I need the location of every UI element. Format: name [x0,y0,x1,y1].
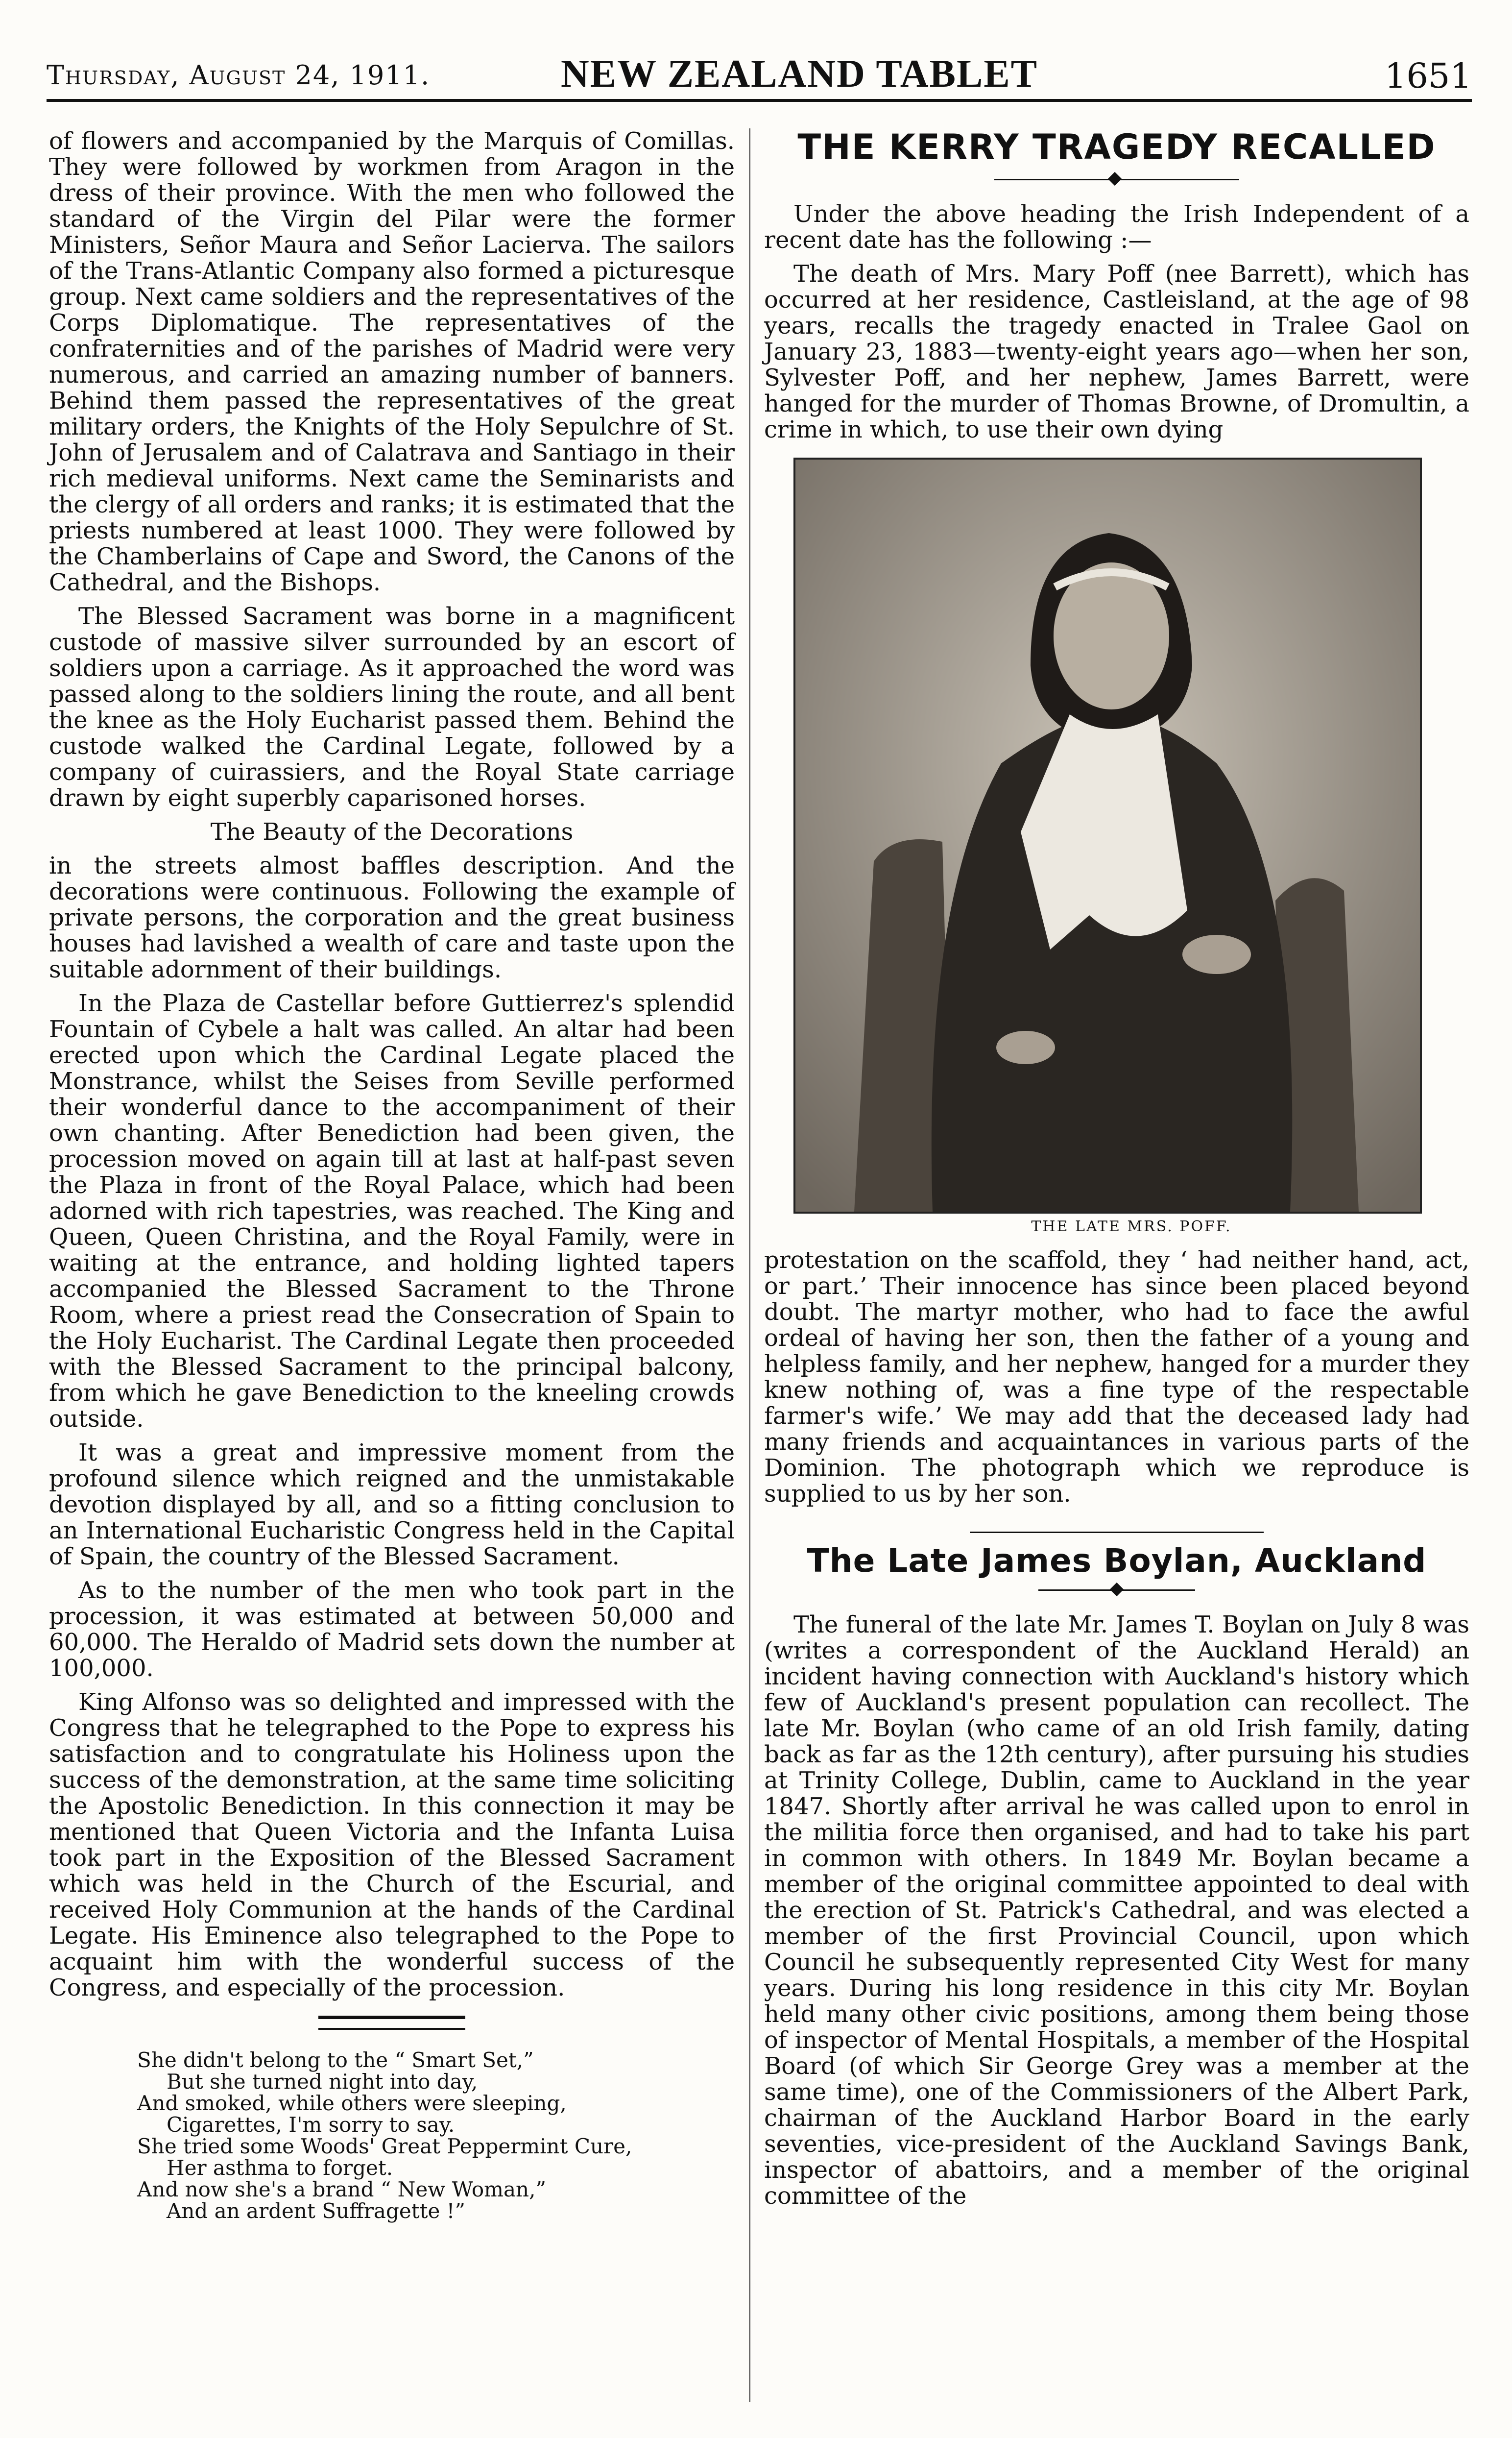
column-divider [749,128,750,2402]
article-paragraph: in the streets almost baffles description. And the decorations were continuous. Following the example of private persons, the corporation and the great business houses had lavished a wealth of care and taste upon the suitable adornment of their buildings. [49,852,735,983]
article-paragraph: of flowers and accompanied by the Marquis of Comillas. They were followed by workmen from Aragon in the dress of their province. With the men who followed the standard of the Virgin del Pilar were the former Ministers, Señor Maura and Señor Lacierva. The sailors of the Trans-Atlantic Company also formed a picturesque group. Next came soldiers and the representatives of the Corps Diplomatique. The representatives of the confraternities and of the parishes of Madrid were very numerous, and carried an amazing number of banners. Behind them passed the representatives of the great military orders, the Knights of the Holy Sepulchre of St. John of Jerusalem and of Calatrava and Santiago in their rich medieval uniforms. Next came the Seminarists and the clergy of all orders and ranks; it is estimated that the priests numbered at least 1000. They were followed by the Chamberlains of Cape and Sword, the Canons of the Cathedral, and the Bishops. [49,127,735,596]
section-rule [970,1532,1264,1533]
article-paragraph: protestation on the scaffold, they ‘ had neither hand, act, or part.’ Their innocence has since been placed beyond doubt. The martyr mother, who had to face the awful ordeal of having her son, then the father of a young and helpless family, and her nephew, hanged for a murder they knew nothing of, was a fine type of the respectable farmer's wife.’ We may add that the deceased lady had many friends and acquaintances in various parts of the Dominion. The photograph which we reproduce is supplied to us by her son. [764,1246,1469,1508]
verse-line: And smoked, while others were sleeping, [137,2091,567,2115]
article-paragraph: Under the above heading the Irish Independent of a recent date has the following :— [764,200,1469,254]
verse-line: Her asthma to forget. [167,2156,393,2180]
left-column [49,128,735,2222]
photo-caption: THE LATE MRS. POFF. [1031,1218,1232,1235]
section-divider [318,2016,465,2030]
article-paragraph: It was a great and impressive moment from the profound silence which reigned and the unmistakable devotion displayed by all, and so a fitting conclusion to an International Eucharistic Congress held in the Capital of Spain, the country of the Blessed Sacrament. [49,1439,735,1570]
running-head [47,49,1472,103]
portrait-photo [793,458,1422,1214]
verse-line: But she turned night into day, [167,2070,478,2094]
article-paragraph: The funeral of the late Mr. James T. Boylan on July 8 was (writes a correspondent of the Auckland Herald) an incident having connection with Auckland's history which few of Auckland's present population can recollect. The late Mr. Boylan (who came of an old Irish family, dating back as far as the 12th century), after pursuing his studies at Trinity College, Dublin, came to Auckland in the year 1847. Shortly after arrival he was called upon to enrol in the militia force then organised, and had to take his part in common with others. In 1849 Mr. Boylan became a member of the original committee appointed to deal with the erection of St. Patrick's Cathedral, and was elected a member of the first Provincial Council, upon which Council he subsequently represented City West for many years. During his long residence in this city Mr. Boylan held many other civic positions, among them being those of inspector of Mental Hospitals, a member of the Hospital Board (of which Sir George Grey was a member at the same time), one of the Commissioners of the Albert Park, chairman of the Auckland Harbor Board in the early seventies, vice-president of the Auckland Savings Bank, inspector of abattoirs, and a member of the original committee of the [764,1611,1469,2210]
right-column [764,128,1469,2217]
ornament-divider [994,172,1239,187]
issue-date: Thursday, August 24, 1911. [47,60,431,91]
article-paragraph: The death of Mrs. Mary Poff (nee Barrett), which has occurred at her residence, Castleisland, at the age of 98 years, recalls the tragedy enacted in Tralee Gaol on January 23, 1883—twenty-eight years ago—when her son, Sylvester Poff, and her nephew, James Barrett, were hanged for the murder of Thomas Browne, of Dromultin, a crime in which, to use their own dying [764,260,1469,443]
portrait-image [795,460,1420,1212]
verse-line: And an ardent Suffragette !” [167,2199,466,2223]
verse-line: She tried some Woods' Great Peppermint Cure, [137,2134,632,2158]
section-subhead: The Beauty of the Decorations [210,818,574,846]
article-paragraph: In the Plaza de Castellar before Guttierrez's splendid Fountain of Cybele a halt was called. An altar had been erected upon which the Cardinal Legate placed the Monstrance, whilst the Seises from Seville performed their wonderful dance to the accompaniment of their own chanting. After Benediction had been given, the procession moved on again till at last at half-past seven the Plaza in front of the Royal Palace, which had been adorned with rich tapestries, was reached. The King and Queen, Queen Christina, and the Royal Family, were in waiting at the entrance, and holding lighted tapers accompanied the Blessed Sacrament to the Throne Room, where a priest read the Consecration of Spain to the Holy Eucharist. The Cardinal Legate then proceeded with the Blessed Sacrament to the principal balcony, from which he gave Benediction to the kneeling crowds outside. [49,990,735,1433]
ornament-divider [1038,1583,1195,1597]
header-rule [47,99,1472,102]
verse-line: And now she's a brand “ New Woman,” [137,2177,546,2201]
verse-line: She didn't belong to the “ Smart Set,” [137,2048,534,2072]
publication-title: NEW ZEALAND TABLET [561,52,1038,96]
kerry-headline: THE KERRY TRAGEDY RECALLED [797,127,1436,167]
article-paragraph: King Alfonso was so delighted and impressed with the Congress that he telegraphed to the Pope to express his satisfaction and to congratulate his Holiness upon the success of the demonstration, at the same time soliciting the Apostolic Benediction. In this connection it may be mentioned that Queen Victoria and the Infanta Luisa took part in the Exposition of the Blessed Sacrament which was held in the Church of the Escurial, and received Holy Communion at the hands of the Cardinal Legate. His Eminence also telegraphed to the Pope to acquaint him with the wonderful success of the Congress, and especially of the procession. [49,1688,735,2001]
article-paragraph: As to the number of the men who took part in the procession, it was estimated at between 50,000 and 60,000. The Heraldo of Madrid sets down the number at 100,000. [49,1577,735,1682]
boylan-headline: The Late James Boylan, Auckland [807,1542,1427,1580]
page-number: 1651 [1384,56,1472,96]
advertisement-verse [137,2049,735,2222]
verse-line: Cigarettes, I'm sorry to say. [167,2113,455,2137]
article-paragraph: The Blessed Sacrament was borne in a magnificent custode of massive silver surrounded by an escort of soldiers upon a carriage. As it approached the word was passed along to the soldiers lining the route, and all bent the knee as the Holy Eucharist passed them. Behind the custode walked the Cardinal Legate, followed by a company of cuirassiers, and the Royal State carriage drawn by eight superbly caparisoned horses. [49,603,735,812]
